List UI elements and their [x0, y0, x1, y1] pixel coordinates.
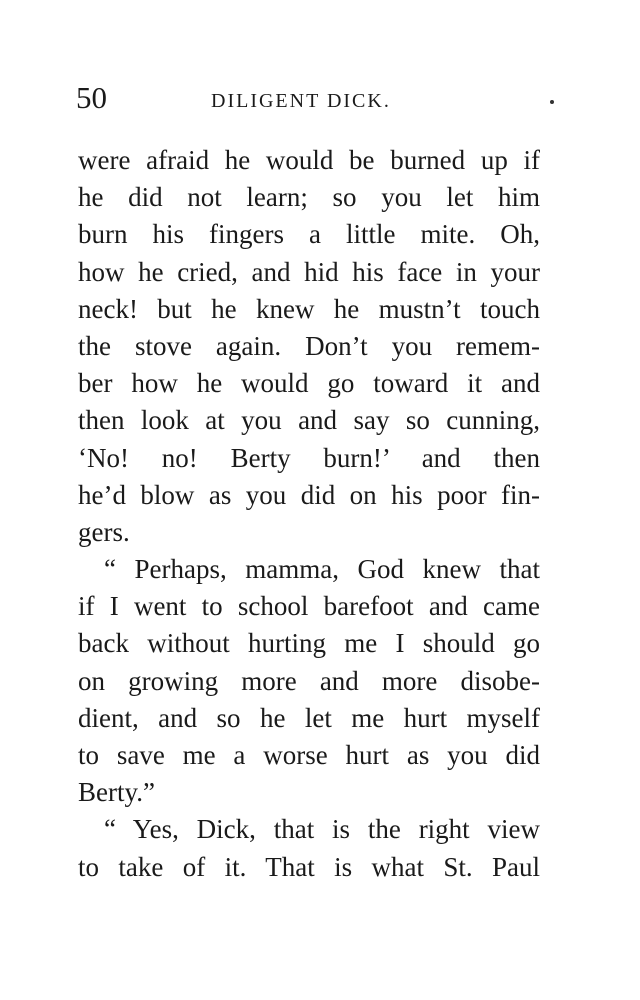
- text-line: gers.: [78, 516, 130, 547]
- text-line: ber how he would go toward it and: [78, 368, 540, 399]
- text-line: he’d blow as you did on his poor fin-: [78, 479, 540, 510]
- text-line: how he cried, and hid his face in your: [78, 256, 540, 287]
- text-line: were afraid he would be burned up if: [78, 145, 540, 175]
- text-line: on growing more and more disobe-: [78, 665, 540, 696]
- text-line: “ Yes, Dick, that is the right view: [104, 814, 540, 845]
- page-header: [76, 82, 546, 118]
- text-line: then look at you and say so cunning,: [78, 405, 540, 436]
- text-line: if I went to school barefoot and came: [78, 591, 540, 622]
- text-line: ‘No! no! Berty burn!’ and then: [78, 442, 540, 473]
- page-number: 50: [76, 80, 107, 115]
- text-line: the stove again. Don’t you remem-: [78, 330, 540, 361]
- running-head: DILIGENT DICK.: [211, 90, 391, 112]
- text-line: burn his fingers a little mite. Oh,: [78, 219, 540, 250]
- text-line: back without hurting me I should go: [78, 628, 540, 659]
- text-line: to take of it. That is what St. Paul: [78, 851, 540, 882]
- ink-speck: [550, 100, 554, 104]
- text-line: dient, and so he let me hurt myself: [78, 702, 540, 733]
- text-line: neck! but he knew he mustn’t touch: [78, 293, 540, 324]
- text-line: Berty.”: [78, 777, 155, 808]
- text-line: he did not learn; so you let him: [78, 182, 540, 213]
- body-text: [78, 142, 540, 886]
- text-line: “ Perhaps, mamma, God knew that: [104, 554, 540, 585]
- text-line: to save me a worse hurt as you did: [78, 740, 540, 770]
